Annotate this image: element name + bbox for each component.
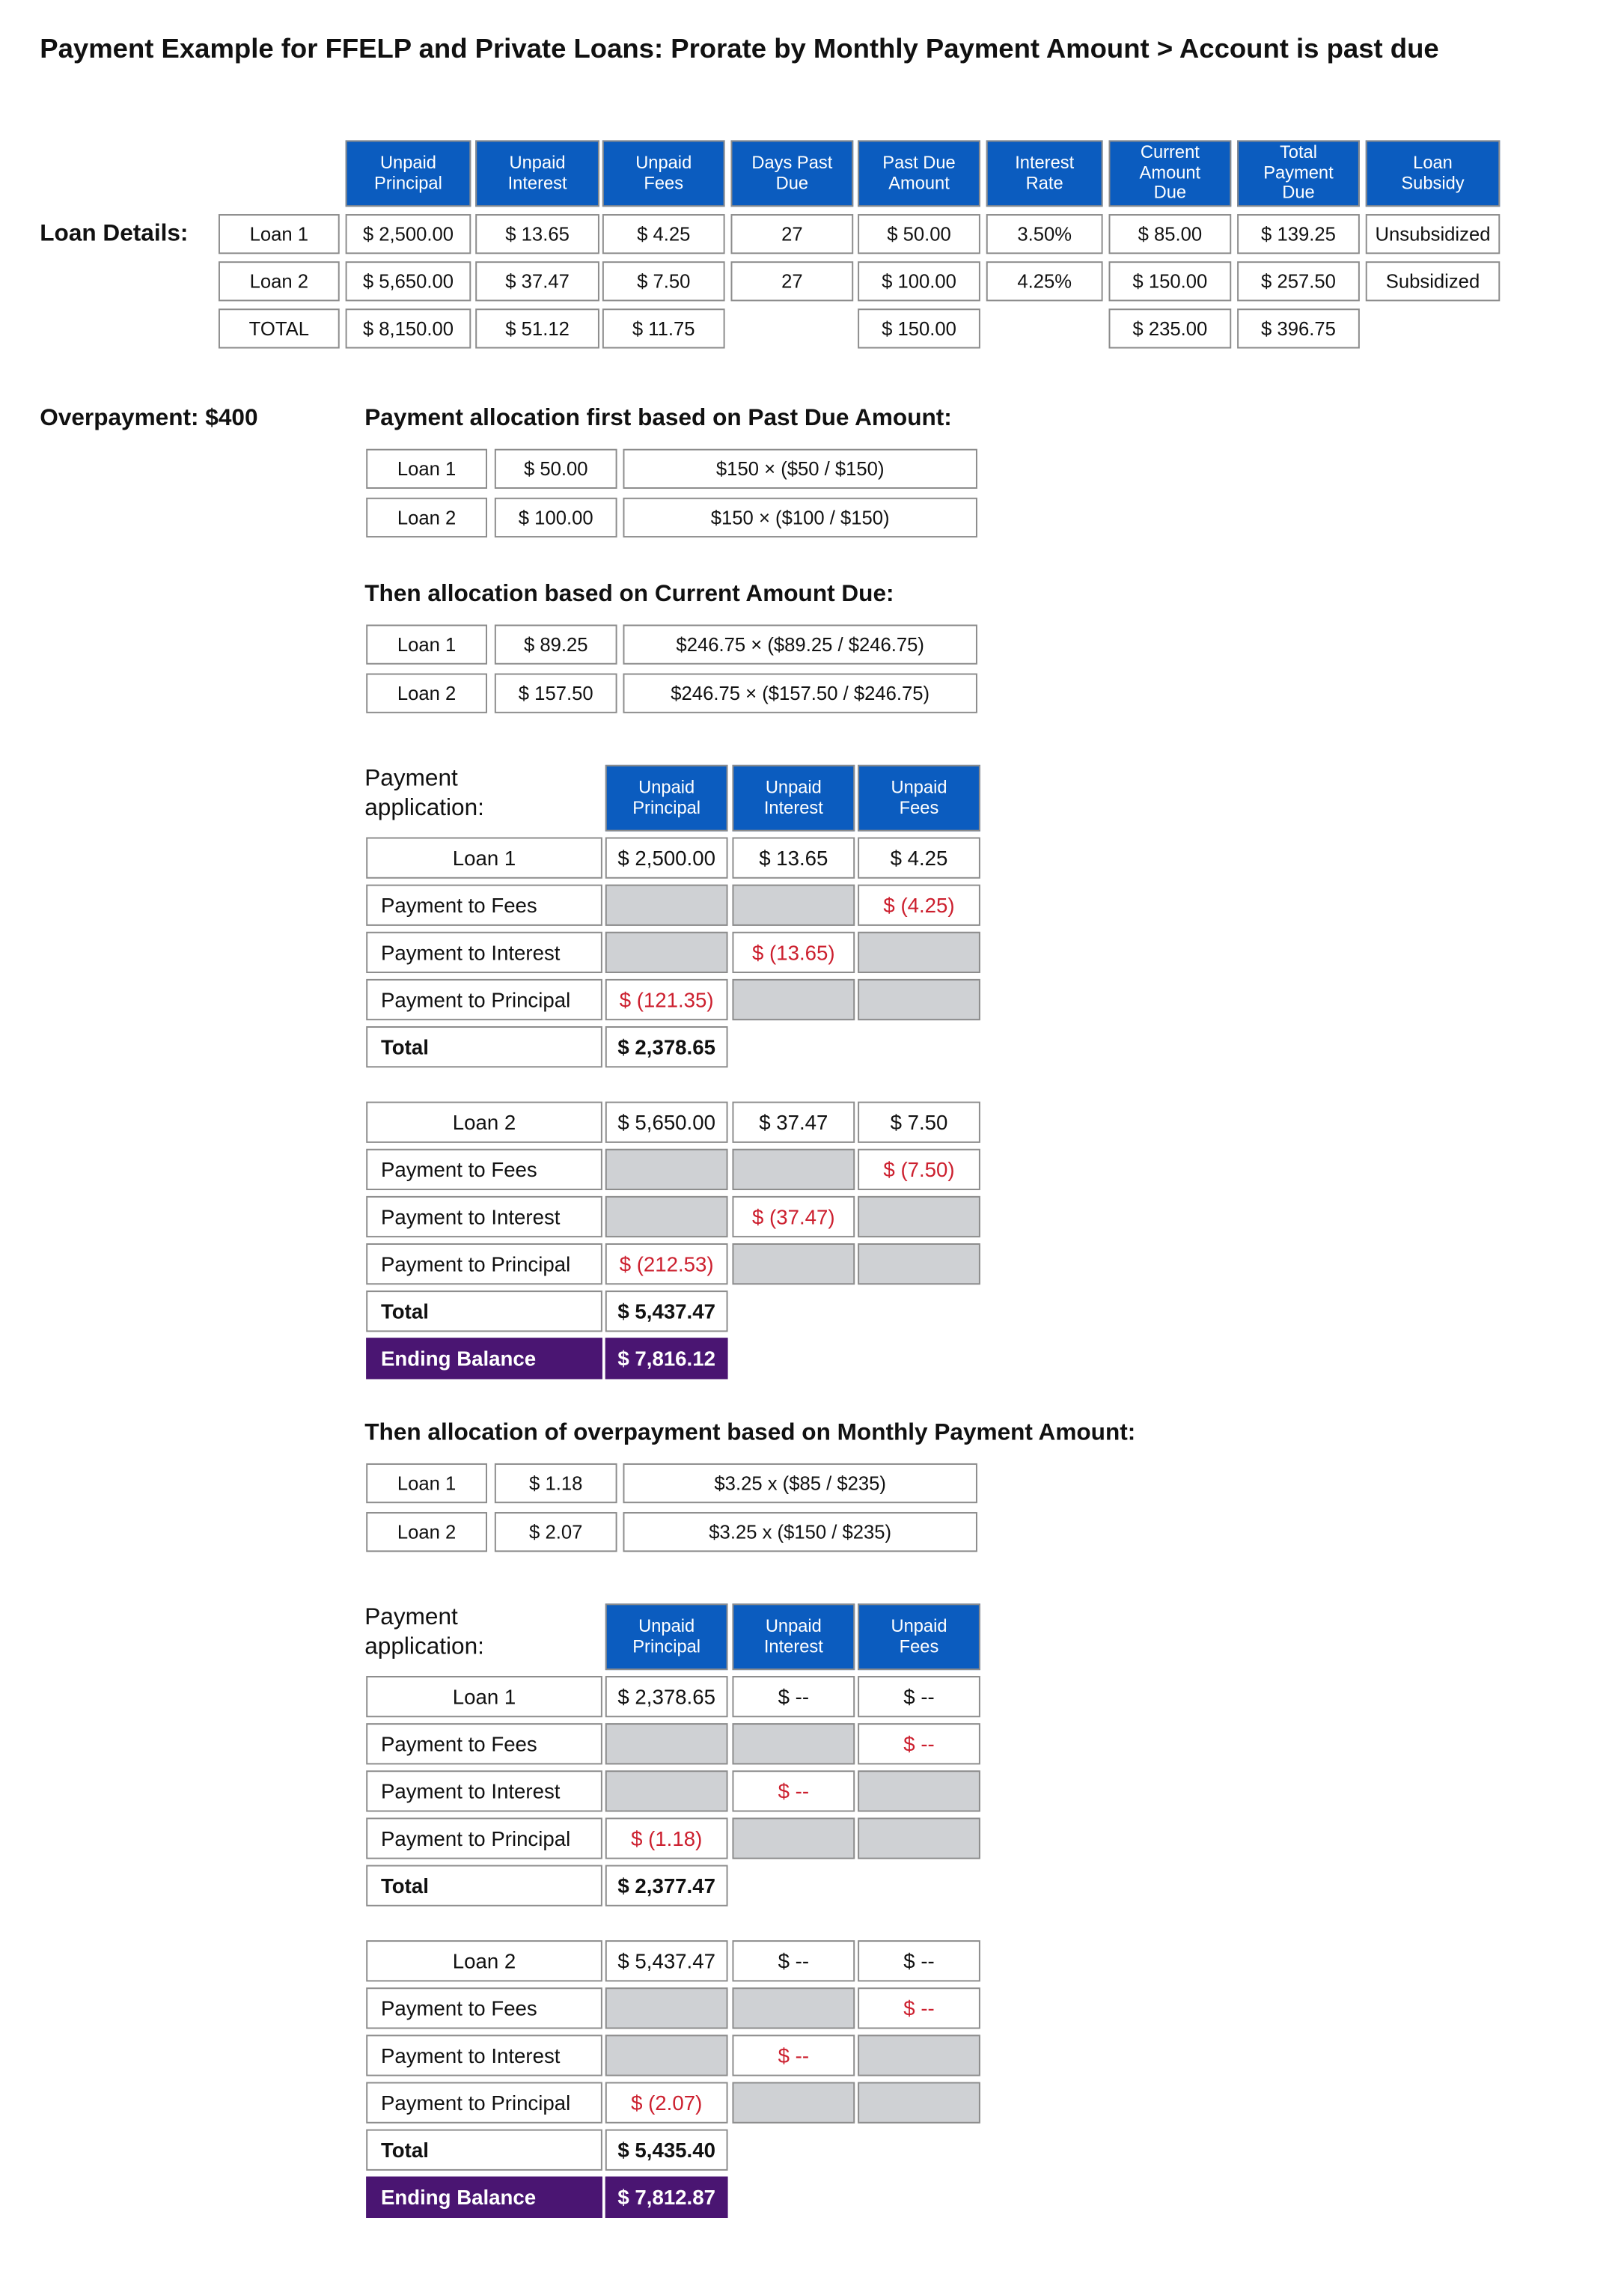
allocation-title: Then allocation of overpayment based on Monthly Payment Amount: bbox=[364, 1420, 1136, 1446]
loan-detail-cell: $ 37.47 bbox=[475, 261, 599, 301]
grey-cell bbox=[732, 1243, 855, 1284]
loan-detail-cell: $ 85.00 bbox=[1108, 214, 1231, 254]
loan-details-header: Current Amount Due bbox=[1108, 140, 1231, 207]
application-balance: $ -- bbox=[858, 1676, 980, 1717]
loan-details-header: Past Due Amount bbox=[858, 140, 980, 207]
total-value: $ 2,377.47 bbox=[605, 1865, 728, 1906]
application-balance: $ 13.65 bbox=[732, 838, 855, 879]
loan-row-name: Loan 1 bbox=[219, 214, 340, 254]
payment-to-fees-label: Payment to Fees bbox=[366, 1723, 602, 1764]
allocation-formula: $246.75 × ($157.50 / $246.75) bbox=[623, 674, 977, 713]
application-balance: $ 2,378.65 bbox=[605, 1676, 728, 1717]
loan-details-header: Total Payment Due bbox=[1237, 140, 1360, 207]
allocation-loan: Loan 2 bbox=[366, 498, 487, 537]
payment-to-fees-label: Payment to Fees bbox=[366, 1149, 602, 1190]
ending-balance-value: $ 7,812.87 bbox=[605, 2177, 728, 2218]
payment-to-principal-label: Payment to Principal bbox=[366, 1817, 602, 1859]
loan-details-header: Loan Subsidy bbox=[1366, 140, 1501, 207]
loan-detail-cell: $ 257.50 bbox=[1237, 261, 1360, 301]
allocation-formula: $3.25 x ($150 / $235) bbox=[623, 1512, 977, 1552]
allocation-title: Payment allocation first based on Past Due Amount: bbox=[364, 406, 952, 432]
loan-detail-cell: $ 100.00 bbox=[858, 261, 980, 301]
application-loan-name: Loan 1 bbox=[366, 1676, 602, 1717]
application-loan-name: Loan 2 bbox=[366, 1940, 602, 1981]
loan-detail-cell: 27 bbox=[730, 261, 853, 301]
application-header: Unpaid Principal bbox=[605, 1603, 728, 1670]
allocation-formula: $3.25 x ($85 / $235) bbox=[623, 1463, 977, 1503]
application-header: Unpaid Principal bbox=[605, 765, 728, 832]
allocation-loan: Loan 2 bbox=[366, 674, 487, 713]
payment-to-principal-value: $ (1.18) bbox=[605, 1817, 728, 1859]
application-balance: $ -- bbox=[732, 1676, 855, 1717]
loan-details-header: Interest Rate bbox=[986, 140, 1103, 207]
payment-application-title: Payment application: bbox=[364, 1605, 484, 1659]
allocation-loan: Loan 1 bbox=[366, 1463, 487, 1503]
payment-to-fees-value: $ (4.25) bbox=[858, 885, 980, 926]
grey-cell bbox=[605, 2034, 728, 2076]
payment-to-principal-value: $ (121.35) bbox=[605, 979, 728, 1020]
application-balance: $ 37.47 bbox=[732, 1102, 855, 1143]
grey-cell bbox=[605, 1770, 728, 1811]
application-header: Unpaid Fees bbox=[858, 1603, 980, 1670]
grey-cell bbox=[605, 1196, 728, 1237]
loan-detail-cell: 4.25% bbox=[986, 261, 1103, 301]
grey-cell bbox=[858, 1243, 980, 1284]
grey-cell bbox=[605, 932, 728, 973]
payment-to-interest-label: Payment to Interest bbox=[366, 932, 602, 973]
loan-details-header: Unpaid Interest bbox=[475, 140, 599, 207]
loan-detail-cell: $ 139.25 bbox=[1237, 214, 1360, 254]
payment-to-interest-label: Payment to Interest bbox=[366, 1770, 602, 1811]
loan-detail-cell: $ 150.00 bbox=[858, 308, 980, 348]
application-balance: $ 5,437.47 bbox=[605, 1940, 728, 1981]
application-loan-name: Loan 2 bbox=[366, 1102, 602, 1143]
payment-to-interest-label: Payment to Interest bbox=[366, 2034, 602, 2076]
grey-cell bbox=[732, 979, 855, 1020]
total-label: Total bbox=[366, 1026, 602, 1067]
grey-cell bbox=[732, 1987, 855, 2029]
grey-cell bbox=[732, 2082, 855, 2124]
loan-row-name: TOTAL bbox=[219, 308, 340, 348]
total-label: Total bbox=[366, 1865, 602, 1906]
loan-detail-cell: $ 396.75 bbox=[1237, 308, 1360, 348]
ending-balance-label: Ending Balance bbox=[366, 1338, 602, 1379]
allocation-loan: Loan 2 bbox=[366, 1512, 487, 1552]
loan-detail-cell: Unsubsidized bbox=[1366, 214, 1501, 254]
allocation-amount: $ 100.00 bbox=[495, 498, 617, 537]
application-header: Unpaid Interest bbox=[732, 1603, 855, 1670]
application-loan-name: Loan 1 bbox=[366, 838, 602, 879]
grey-cell bbox=[858, 979, 980, 1020]
loan-detail-cell: $ 7.50 bbox=[602, 261, 725, 301]
payment-to-principal-label: Payment to Principal bbox=[366, 1243, 602, 1284]
application-balance: $ -- bbox=[732, 1940, 855, 1981]
total-label: Total bbox=[366, 1290, 602, 1332]
application-balance: $ 5,650.00 bbox=[605, 1102, 728, 1143]
payment-to-fees-label: Payment to Fees bbox=[366, 1987, 602, 2029]
allocation-amount: $ 89.25 bbox=[495, 624, 617, 664]
application-balance: $ 2,500.00 bbox=[605, 838, 728, 879]
grey-cell bbox=[858, 932, 980, 973]
allocation-loan: Loan 1 bbox=[366, 449, 487, 489]
total-label: Total bbox=[366, 2130, 602, 2171]
total-value: $ 2,378.65 bbox=[605, 1026, 728, 1067]
payment-to-interest-value: $ (13.65) bbox=[732, 932, 855, 973]
page-title: Payment Example for FFELP and Private Loans: Prorate by Monthly Payment Amount > Account is past due bbox=[40, 32, 1439, 64]
ending-balance-label: Ending Balance bbox=[366, 2177, 602, 2218]
grey-cell bbox=[858, 1770, 980, 1811]
payment-to-fees-label: Payment to Fees bbox=[366, 885, 602, 926]
loan-details-label: Loan Details: bbox=[40, 221, 189, 247]
grey-cell bbox=[605, 885, 728, 926]
total-value: $ 5,435.40 bbox=[605, 2130, 728, 2171]
loan-detail-cell: $ 8,150.00 bbox=[346, 308, 471, 348]
payment-to-interest-value: $ -- bbox=[732, 1770, 855, 1811]
payment-to-principal-label: Payment to Principal bbox=[366, 2082, 602, 2124]
loan-detail-cell: $ 2,500.00 bbox=[346, 214, 471, 254]
application-balance: $ 4.25 bbox=[858, 838, 980, 879]
allocation-amount: $ 50.00 bbox=[495, 449, 617, 489]
ending-balance-value: $ 7,816.12 bbox=[605, 1338, 728, 1379]
overpayment-label: Overpayment: $400 bbox=[40, 406, 258, 432]
grey-cell bbox=[605, 1723, 728, 1764]
payment-to-fees-value: $ -- bbox=[858, 1723, 980, 1764]
allocation-formula: $150 × ($50 / $150) bbox=[623, 449, 977, 489]
loan-details-header: Days Past Due bbox=[730, 140, 853, 207]
payment-to-interest-label: Payment to Interest bbox=[366, 1196, 602, 1237]
payment-to-interest-value: $ -- bbox=[732, 2034, 855, 2076]
loan-details-header: Unpaid Principal bbox=[346, 140, 471, 207]
payment-to-interest-value: $ (37.47) bbox=[732, 1196, 855, 1237]
loan-detail-cell: $ 235.00 bbox=[1108, 308, 1231, 348]
loan-detail-cell: 3.50% bbox=[986, 214, 1103, 254]
payment-to-principal-value: $ (212.53) bbox=[605, 1243, 728, 1284]
grey-cell bbox=[605, 1987, 728, 2029]
grey-cell bbox=[732, 885, 855, 926]
allocation-amount: $ 2.07 bbox=[495, 1512, 617, 1552]
loan-details-header: Unpaid Fees bbox=[602, 140, 725, 207]
loan-detail-cell: $ 13.65 bbox=[475, 214, 599, 254]
grey-cell bbox=[858, 2082, 980, 2124]
grey-cell bbox=[732, 1723, 855, 1764]
loan-detail-cell: $ 50.00 bbox=[858, 214, 980, 254]
payment-to-principal-label: Payment to Principal bbox=[366, 979, 602, 1020]
payment-application-title: Payment application: bbox=[364, 766, 484, 820]
allocation-title: Then allocation based on Current Amount Due: bbox=[364, 582, 894, 607]
allocation-loan: Loan 1 bbox=[366, 624, 487, 664]
loan-detail-cell: Subsidized bbox=[1366, 261, 1501, 301]
loan-detail-cell: 27 bbox=[730, 214, 853, 254]
loan-detail-cell: $ 11.75 bbox=[602, 308, 725, 348]
grey-cell bbox=[858, 2034, 980, 2076]
allocation-amount: $ 1.18 bbox=[495, 1463, 617, 1503]
loan-detail-cell: $ 4.25 bbox=[602, 214, 725, 254]
loan-row-name: Loan 2 bbox=[219, 261, 340, 301]
application-header: Unpaid Interest bbox=[732, 765, 855, 832]
allocation-formula: $246.75 × ($89.25 / $246.75) bbox=[623, 624, 977, 664]
application-header: Unpaid Fees bbox=[858, 765, 980, 832]
grey-cell bbox=[858, 1817, 980, 1859]
grey-cell bbox=[732, 1149, 855, 1190]
loan-detail-cell: $ 51.12 bbox=[475, 308, 599, 348]
application-balance: $ -- bbox=[858, 1940, 980, 1981]
grey-cell bbox=[605, 1149, 728, 1190]
loan-detail-cell: $ 5,650.00 bbox=[346, 261, 471, 301]
payment-to-fees-value: $ -- bbox=[858, 1987, 980, 2029]
payment-to-fees-value: $ (7.50) bbox=[858, 1149, 980, 1190]
application-balance: $ 7.50 bbox=[858, 1102, 980, 1143]
allocation-formula: $150 × ($100 / $150) bbox=[623, 498, 977, 537]
loan-detail-cell: $ 150.00 bbox=[1108, 261, 1231, 301]
allocation-amount: $ 157.50 bbox=[495, 674, 617, 713]
total-value: $ 5,437.47 bbox=[605, 1290, 728, 1332]
grey-cell bbox=[858, 1196, 980, 1237]
payment-to-principal-value: $ (2.07) bbox=[605, 2082, 728, 2124]
grey-cell bbox=[732, 1817, 855, 1859]
